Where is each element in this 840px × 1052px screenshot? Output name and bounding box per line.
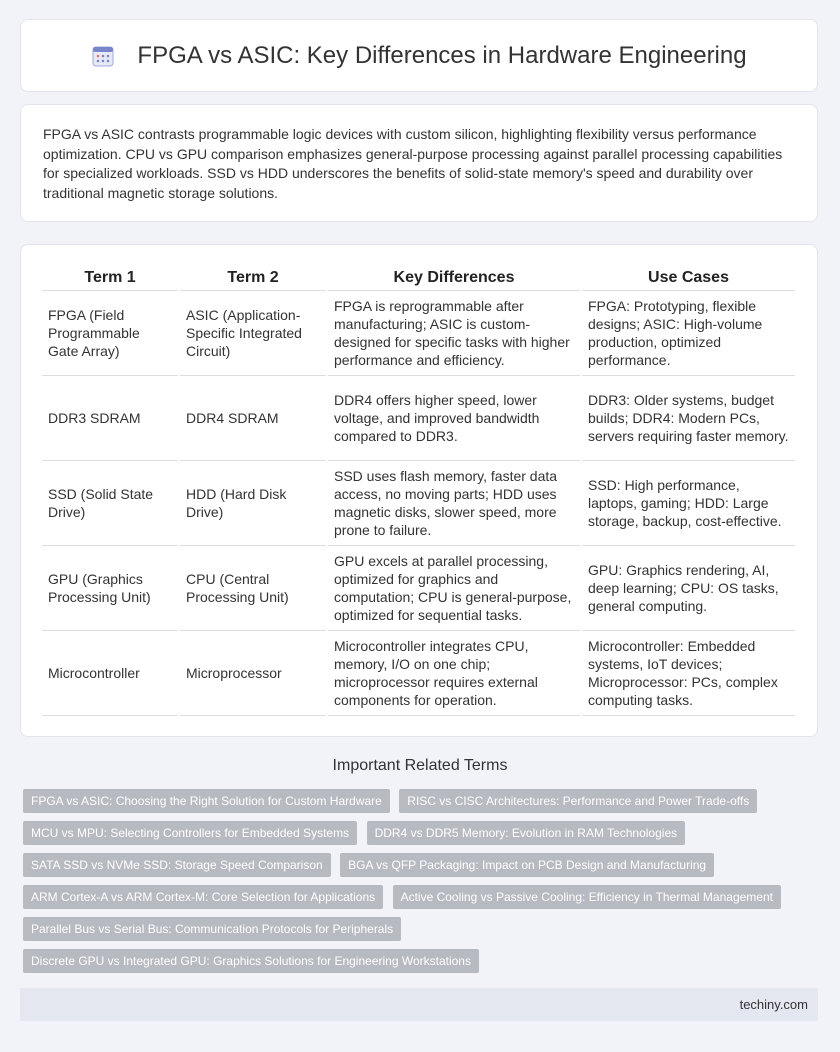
table-row [42, 291, 795, 376]
cell-term2: HDD (Hard Disk Drive) [180, 461, 326, 546]
cell-term2: ASIC (Application-Specific Integrated Circuit) [180, 291, 326, 376]
intro-card [20, 104, 818, 222]
cell-term2: Microprocessor [180, 631, 326, 716]
header-term2: Term 2 [180, 263, 326, 291]
page-title: FPGA vs ASIC: Key Differences in Hardware Engineering [137, 41, 747, 69]
cell-key-differences: GPU excels at parallel processing, optimized for graphics and computation; CPU is general-purpose, optimized for sequential tasks. [328, 546, 580, 631]
cell-term1: FPGA (Field Programmable Gate Array) [42, 291, 178, 376]
comparison-table-card [20, 244, 818, 737]
header-term1: Term 1 [42, 263, 178, 291]
related-tag[interactable]: BGA vs QFP Packaging: Impact on PCB Design and Manufacturing [340, 853, 714, 877]
table-row [42, 631, 795, 716]
footer [20, 988, 818, 1021]
related-tag[interactable]: Discrete GPU vs Integrated GPU: Graphics Solutions for Engineering Workstations [23, 949, 479, 973]
cell-key-differences: Microcontroller integrates CPU, memory, I/O on one chip; microprocessor requires external components for operation. [328, 631, 580, 716]
comparison-table [40, 263, 797, 716]
related-tag[interactable]: SATA SSD vs NVMe SSD: Storage Speed Comparison [23, 853, 331, 877]
cell-key-differences: FPGA is reprogrammable after manufacturing; ASIC is custom-designed for specific tasks with higher performance and efficiency. [328, 291, 580, 376]
related-tag[interactable]: Parallel Bus vs Serial Bus: Communication Protocols for Peripherals [23, 917, 401, 941]
table-row [42, 376, 795, 461]
related-tag[interactable]: ARM Cortex-A vs ARM Cortex-M: Core Selection for Applications [23, 885, 383, 909]
cell-term1: Microcontroller [42, 631, 178, 716]
related-terms-title: Important Related Terms [332, 757, 508, 774]
related-terms-list [23, 789, 813, 981]
calendar-icon [91, 44, 115, 68]
cell-term2: CPU (Central Processing Unit) [180, 546, 326, 631]
cell-use-cases: Microcontroller: Embedded systems, IoT devices; Microprocessor: PCs, complex computing tasks. [582, 631, 795, 716]
cell-key-differences: DDR4 offers higher speed, lower voltage, and improved bandwidth compared to DDR3. [328, 376, 580, 461]
header-key-differences: Key Differences [328, 263, 580, 291]
cell-use-cases: SSD: High performance, laptops, gaming; HDD: Large storage, backup, cost-effective. [582, 461, 795, 546]
table-row [42, 461, 795, 546]
related-tag[interactable]: DDR4 vs DDR5 Memory: Evolution in RAM Technologies [367, 821, 686, 845]
cell-use-cases: DDR3: Older systems, budget builds; DDR4: Modern PCs, servers requiring faster memory. [582, 376, 795, 461]
related-tag[interactable]: Active Cooling vs Passive Cooling: Efficiency in Thermal Management [393, 885, 781, 909]
cell-term1: SSD (Solid State Drive) [42, 461, 178, 546]
cell-term2: DDR4 SDRAM [180, 376, 326, 461]
intro-text: FPGA vs ASIC contrasts programmable logic devices with custom silicon, highlighting flexibility versus performance optimization. CPU vs GPU comparison emphasizes general-purpose processing against parallel processing capabilities for specialized workloads. SSD vs HDD underscores the benefits of solid-state memory's speed and durability over traditional magnetic storage solutions. [43, 126, 783, 201]
related-tag[interactable]: RISC vs CISC Architectures: Performance and Power Trade-offs [399, 789, 757, 813]
cell-term1: DDR3 SDRAM [42, 376, 178, 461]
related-tag[interactable]: MCU vs MPU: Selecting Controllers for Embedded Systems [23, 821, 357, 845]
footer-site-name: techiny.com [739, 997, 808, 1012]
header-use-cases: Use Cases [582, 263, 795, 291]
cell-term1: GPU (Graphics Processing Unit) [42, 546, 178, 631]
related-tag[interactable]: FPGA vs ASIC: Choosing the Right Solution for Custom Hardware [23, 789, 390, 813]
cell-key-differences: SSD uses flash memory, faster data access, no moving parts; HDD uses magnetic disks, slower speed, more prone to failure. [328, 461, 580, 546]
table-header-row [42, 263, 795, 291]
cell-use-cases: FPGA: Prototyping, flexible designs; ASIC: High-volume production, optimized performance. [582, 291, 795, 376]
header-card [20, 19, 818, 92]
table-row [42, 546, 795, 631]
cell-use-cases: GPU: Graphics rendering, AI, deep learning; CPU: OS tasks, general computing. [582, 546, 795, 631]
